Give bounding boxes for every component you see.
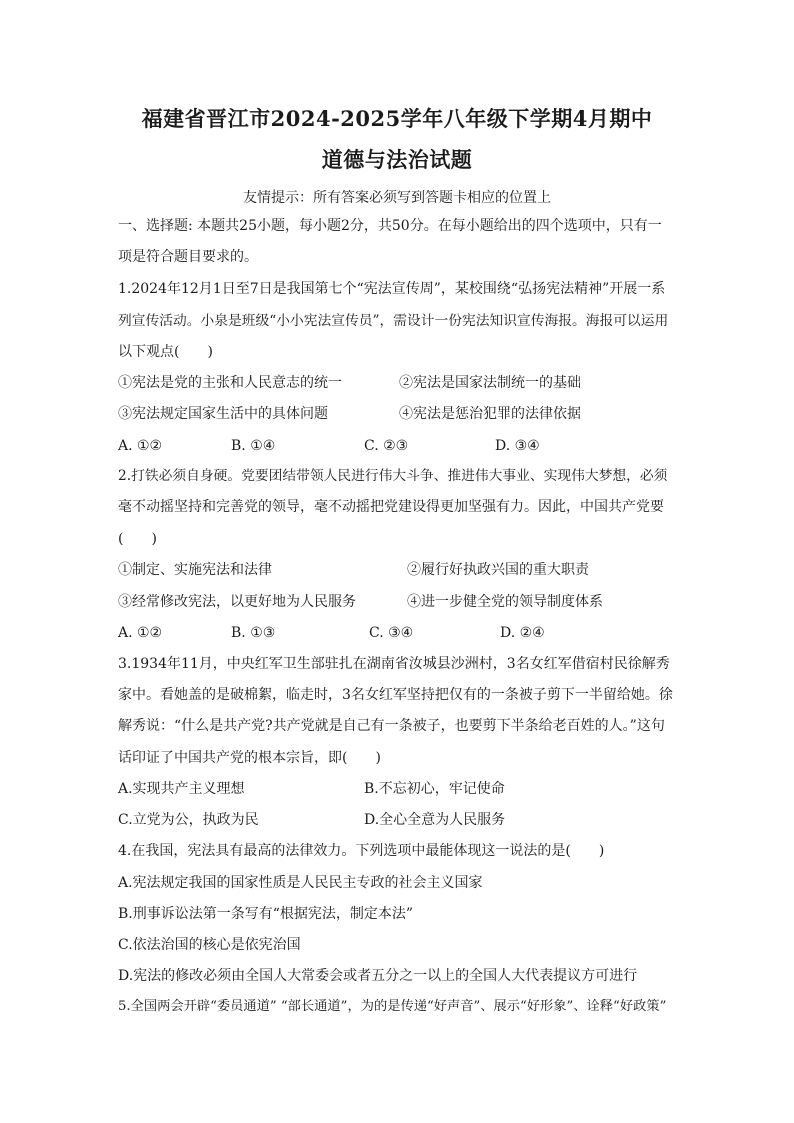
q3-option-b: B.不忘初心，牢记使命: [364, 781, 505, 797]
q2-option-b: B. ①③: [231, 625, 276, 641]
q2-statement-1: ①制定、实施宪法和法律: [118, 562, 272, 578]
q2-option-a: A. ①②: [118, 625, 163, 641]
q3-option-c: C.立党为公，执政为民: [118, 812, 259, 828]
q3-stem-end: 话印证了中国共产党的根本宗旨，即( ): [118, 750, 381, 766]
q2-statement-3: ③经常修改宪法，以更好地为人民服务: [118, 594, 356, 610]
q1-stem-cont: 列宣传活动。小泉是班级“小小宪法宣传员”，需设计一份宪法知识宣传海报。海报可以运用: [118, 313, 669, 329]
q3-stem-cont-2: 解秀说：“什么是共产党?共产党就是自己有一条被子，也要剪下半条给老百姓的人。”这句: [118, 718, 665, 734]
q2-stem-end: ( ): [118, 531, 157, 547]
q1-option-d: D. ③④: [495, 438, 540, 454]
q4-option-a: A.宪法规定我国的国家性质是人民民主专政的社会主义国家: [118, 875, 483, 891]
exam-subject: 道德与法治试题: [321, 147, 473, 172]
q1-option-a: A. ①②: [118, 438, 163, 454]
q2-option-d: D. ②④: [500, 625, 545, 641]
exam-title: 福建省晋江市2024-2025学年八年级下学期4月期中: [141, 106, 653, 131]
section-instruction-cont: 项是符合题目要求的。: [118, 249, 258, 265]
q1-stem: 1.2024年12月1日至7日是我国第七个“宪法宣传周”，某校围绕“弘扬宪法精神”开展一系: [118, 281, 666, 297]
q1-stem-end: 以下观点( ): [118, 344, 213, 360]
q5-stem: 5.全国两会开辟“委员通道” “部长通道”，为的是传递“好声音”、展示“好形象”、诠释“好政策”: [118, 999, 667, 1014]
q2-stem-cont: 毫不动摇坚持和完善党的领导，毫不动摇把党建设得更加坚强有力。因此，中国共产党要: [118, 499, 664, 515]
q4-option-d: D.宪法的修改必须由全国人大常委会或者五分之一以上的全国人大代表提议方可进行: [118, 968, 638, 984]
q2-stem: 2.打铁必须自身硬。党要团结带领人民进行伟大斗争、推进伟大事业、实现伟大梦想，必须: [118, 468, 668, 484]
q1-statement-2: ②宪法是国家法制统一的基础: [399, 375, 581, 391]
q3-option-d: D.全心全意为人民服务: [364, 812, 506, 828]
q1-statement-4: ④宪法是惩治犯罪的法律依据: [399, 406, 581, 422]
q2-statement-4: ④进一步健全党的领导制度体系: [407, 594, 603, 610]
q1-statement-1: ①宪法是党的主张和人民意志的统一: [118, 375, 342, 391]
q2-option-c: C. ③④: [369, 625, 414, 641]
q2-statement-2: ②履行好执政兴国的重大职责: [407, 562, 589, 578]
q3-stem: 3.1934年11月，中央红军卫生部驻扎在湖南省汝城县沙洲村，3名女红军借宿村民徐解秀: [118, 656, 670, 672]
q1-statement-3: ③宪法规定国家生活中的具体问题: [118, 406, 328, 422]
q1-option-c: C. ②③: [364, 438, 409, 454]
q4-option-b: B.刑事诉讼法第一条写有“根据宪法，制定本法”: [118, 906, 414, 922]
section-instruction: 一、选择题: 本题共25小题，每小题2分，共50分。在每小题给出的四个选项中，只有一: [118, 218, 662, 234]
q1-option-b: B. ①④: [231, 438, 276, 454]
q3-option-a: A.实现共产主义理想: [118, 781, 245, 797]
q3-stem-cont-1: 家中。看她盖的是破棉絮，临走时，3名女红军坚持把仅有的一条被子剪下一半留给她。徐: [118, 687, 673, 703]
q4-stem: 4.在我国，宪法具有最高的法律效力。下列选项中最能体现这一说法的是( ): [118, 843, 605, 859]
q4-option-c: C.依法治国的核心是依宪治国: [118, 937, 301, 953]
friendly-tip: 友情提示：所有答案必须写到答题卡相应的位置上: [243, 190, 551, 206]
